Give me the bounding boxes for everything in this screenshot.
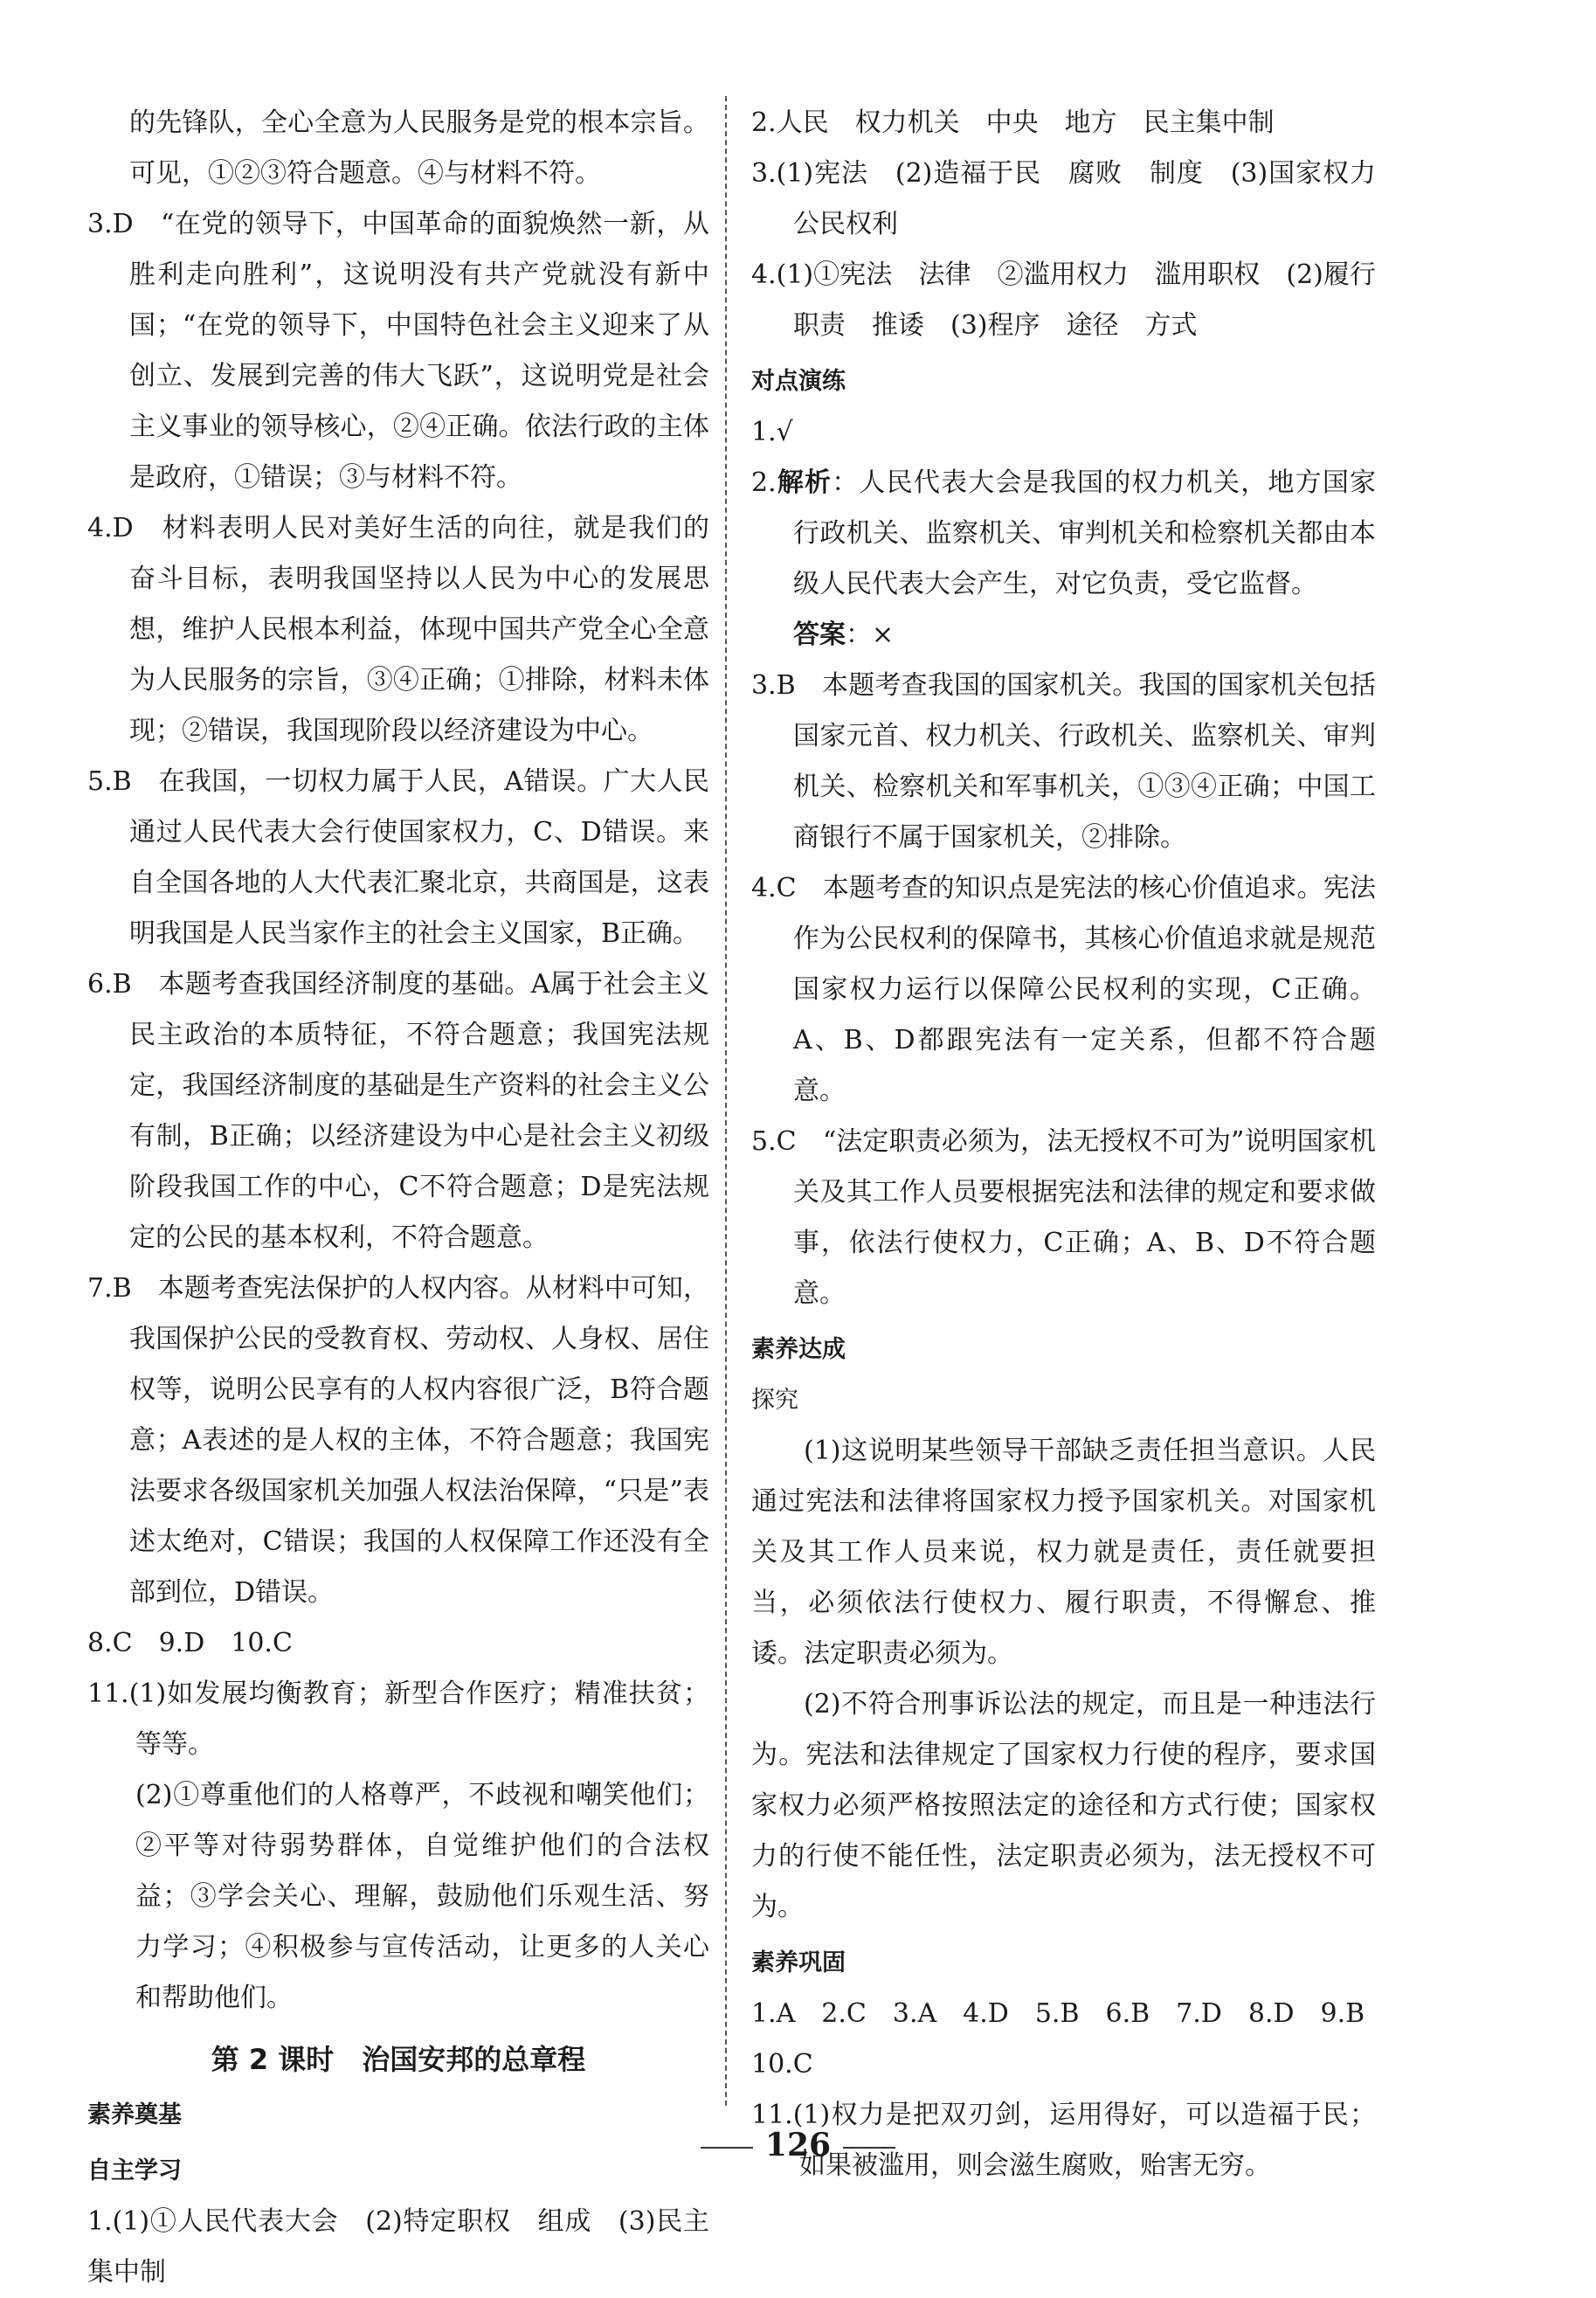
answer-6: 6.B 本题考查我国经济制度的基础。A属于社会主义民主政治的本质特征，不符合题意；我国宪法规定，我国经济制度的基础是生产资料的社会主义公有制，B正确；以经济建设为中心是社会主义初级阶段我国工作的中心，C不符合题意；D是宪法规定的公民的基本权利，不符合题意。 — [87, 969, 709, 1253]
continued-answer: 的先锋队，全心全意为人民服务是党的根本宗旨。可见，①②③符合题意。④与材料不符。 — [129, 107, 709, 189]
practice-answer-5: 5.C “法定职责必须为，法无授权不可为”说明国家机关及其工作人员要根据宪法和法律的规定和要求做事，依法行使权力，C正确；A、B、D不符合题意。 — [751, 1126, 1376, 1309]
consolidation-answer-11: 11.(1)权力是把双刃剑，运用得好，可以造福于民；如果被滥用，则会滋生腐败，贻害无穷。 — [751, 2100, 1376, 2181]
self-study-answer-2: 2.人民 权力机关 中央 地方 民主集中制 — [751, 107, 1275, 138]
analysis-text: ：人民代表大会是我国的权力机关，地方国家行政机关、监察机关、审判机关和检察机关都由本级人民代表大会产生，对它负责，受它监督。 — [793, 467, 1377, 599]
analysis-label: 解析 — [776, 467, 833, 498]
self-study-answer-1: 1.(1)①人民代表大会 (2)特定职权 组成 (3)民主集中制 — [87, 2206, 709, 2288]
section-heading-practice: 对点演练 — [751, 368, 846, 395]
section-heading-achievement: 素养达成 — [751, 1336, 846, 1363]
section-heading-consolidation: 素养巩固 — [751, 1949, 846, 1976]
practice-answer-1: 1.√ — [751, 417, 793, 447]
answer-7: 7.B 本题考查宪法保护的人权内容。从材料中可知，我国保护公民的受教育权、劳动权、人身权、居住权等，说明公民享有的人权内容很广泛，B符合题意；A表述的是人权的主体，不符合题意；我国宪法要求各级国家机关加强人权法治保障，“只是”表述太绝对，C错误；我国的人权保障工作还没有全部到位，D错误。 — [87, 1273, 709, 1608]
self-study-answer-4: 4.(1)①宪法 法律 ②滥用权力 滥用职权 (2)履行职责 推诿 (3)程序 途径 方式 — [751, 260, 1376, 341]
answer-label: 答案 — [793, 619, 846, 650]
answer-text: ：× — [846, 619, 895, 650]
answer-11-part-2: (2)①尊重他们的人格尊严，不歧视和嘲笑他们；②平等对待弱势群体，自觉维护他们的合法权益；③学会关心、理解，鼓励他们乐观生活、努力学习；④积极参与宣传活动，让更多的人关心和帮助他们。 — [135, 1780, 709, 2013]
practice-answer-2 — [751, 458, 1376, 610]
practice-answer-2-answer — [751, 610, 1376, 661]
consolidation-answer-10: 10.C — [751, 2049, 813, 2080]
practice-answer-3: 3.B 本题考查我国的国家机关。我国的国家机关包括国家元首、权力机关、行政机关、监察机关、审判机关、检察机关和军事机关，①③④正确；中国工商银行不属于国家机关，②排除。 — [751, 670, 1376, 853]
answers-8-10: 8.C 9.D 10.C — [87, 1628, 293, 1658]
explore-answer-1: (1)这说明某些领导干部缺乏责任担当意识。人民通过宪法和法律将国家权力授予国家机关。对国家机关及其工作人员来说，权力就是责任，责任就要担当，必须依法行使权力、履行职责，不得懈怠、推诿。法定职责必须为。 — [751, 1436, 1376, 1669]
page-number — [0, 2127, 1596, 2163]
right-column — [751, 98, 1402, 2191]
practice-answer-2-number: 2. — [751, 467, 777, 498]
explore-label: 探究 — [751, 1387, 798, 1414]
answer-3: 3.D “在党的领导下，中国革命的面貌焕然一新，从胜利走向胜利”，这说明没有共产党就没有新中国；“在党的领导下，中国特色社会主义迎来了从创立、发展到完善的伟大飞跃”，这说明党是社会主义事业的领导核心，②④正确。依法行政的主体是政府，①错误；③与材料不符。 — [87, 209, 709, 493]
lesson-title: 第 2 课时 治国安邦的总章程 — [211, 2043, 586, 2076]
consolidation-answers-1-9: 1.A 2.C 3.A 4.D 5.B 6.B 7.D 8.D 9.B — [751, 1998, 1365, 2029]
subsection-heading-self-study: 自主学习 — [87, 2157, 182, 2184]
answer-4: 4.D 材料表明人民对美好生活的向往，就是我们的奋斗目标，表明我国坚持以人民为中心的发展思想，维护人民根本利益，体现中国共产党全心全意为人民服务的宗旨，③④正确；①排除，材料未体现；②错误，我国现阶段以经济建设为中心。 — [87, 513, 709, 746]
page-number-right-dash — [843, 2147, 895, 2149]
explore-answer-2: (2)不符合刑事诉讼法的规定，而且是一种违法行为。宪法和法律规定了国家权力行使的程序，要求国家权力必须严格按照法定的途径和方式行使；国家权力的行使不能任性，法定职责必须为，法无授权不可为。 — [751, 1689, 1376, 1922]
page-number-value: 126 — [764, 2127, 832, 2163]
practice-answer-4: 4.C 本题考查的知识点是宪法的核心价值追求。宪法作为公民权利的保障书，其核心价值追求就是规范国家权力运行以保障公民权利的实现，C正确。A、B、D都跟宪法有一定关系，但都不符合题意。 — [751, 873, 1376, 1106]
self-study-answer-3: 3.(1)宪法 (2)造福于民 腐败 制度 (3)国家权力 公民权利 — [751, 158, 1402, 239]
answer-11-part-1: 11.(1)如发展均衡教育；新型合作医疗；精准扶贫；等等。 — [87, 1679, 709, 1760]
left-column — [87, 98, 709, 2298]
answer-5: 5.B 在我国，一切权力属于人民，A错误。广大人民通过人民代表大会行使国家权力，C、D错误。来自全国各地的人大代表汇聚北京，共商国是，这表明我国是人民当家作主的社会主义国家，B正确。 — [87, 766, 709, 949]
column-divider — [725, 96, 727, 2106]
section-heading-foundation: 素养奠基 — [87, 2101, 182, 2128]
page-number-left-dash — [701, 2147, 753, 2149]
